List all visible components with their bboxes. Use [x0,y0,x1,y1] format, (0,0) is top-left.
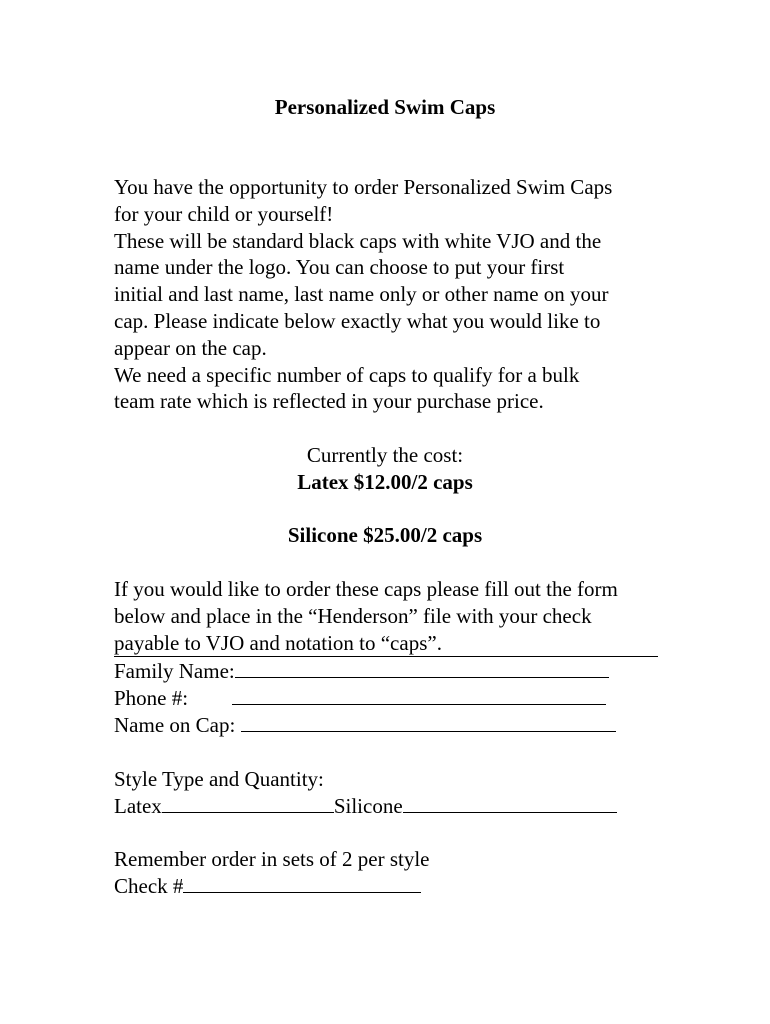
family-name-row [114,658,694,685]
silicone-price: Silicone $25.00/2 caps [287,523,483,547]
latex-label: Latex [114,793,162,818]
intro-line: You have the opportunity to order Personalized Swim Caps [114,175,613,199]
name-on-cap-label: Name on Cap: [114,712,241,737]
instruction-line: below and place in the “Henderson” file with your check [114,603,592,628]
check-label: Check # [114,873,184,898]
silicone-quantity-field[interactable] [403,793,617,813]
check-number-field[interactable] [183,873,421,893]
family-name-label: Family Name: [114,659,235,683]
style-heading: Style Type and Quantity: [114,767,324,791]
silicone-label: Silicone [333,793,403,818]
instruction-underline: payable to VJO and notation to “caps”. [114,630,658,658]
instructions-paragraph [114,576,694,657]
phone-row [114,685,694,712]
check-row [114,873,694,900]
latex-price: Latex $12.00/2 caps [297,469,473,494]
intro-line: initial and last name, last name only or other name on your [114,282,609,307]
family-name-field[interactable] [235,658,609,678]
page-title: Personalized Swim Caps [274,95,496,119]
intro-line: We need a specific number of caps to qualify for a bulk [114,362,580,387]
reminder-text: Remember order in sets of 2 per style [114,847,430,871]
order-form [114,658,694,738]
intro-line: appear on the cap. [114,335,267,360]
phone-field[interactable] [232,685,606,705]
intro-line: for your child or yourself! [114,201,334,226]
phone-label: Phone #: [114,685,189,710]
intro-line: These will be standard black caps with white VJO and the [114,228,602,253]
style-section [114,766,694,820]
instruction-line [114,630,694,658]
name-on-cap-row [114,712,694,739]
cost-heading: Currently the cost: [306,443,464,467]
intro-line: team rate which is reflected in your purchase price. [114,389,544,414]
instruction-line: If you would like to order these caps please fill out the form [114,577,618,601]
cost-block [0,442,770,496]
style-quantity-row [114,793,694,820]
latex-quantity-field[interactable] [162,793,334,813]
name-on-cap-field[interactable] [241,712,616,732]
intro-paragraph [114,174,674,415]
intro-line: cap. Please indicate below exactly what you would like to [114,308,601,333]
check-section [114,846,694,900]
intro-line: name under the logo. You can choose to put your first [114,255,565,280]
